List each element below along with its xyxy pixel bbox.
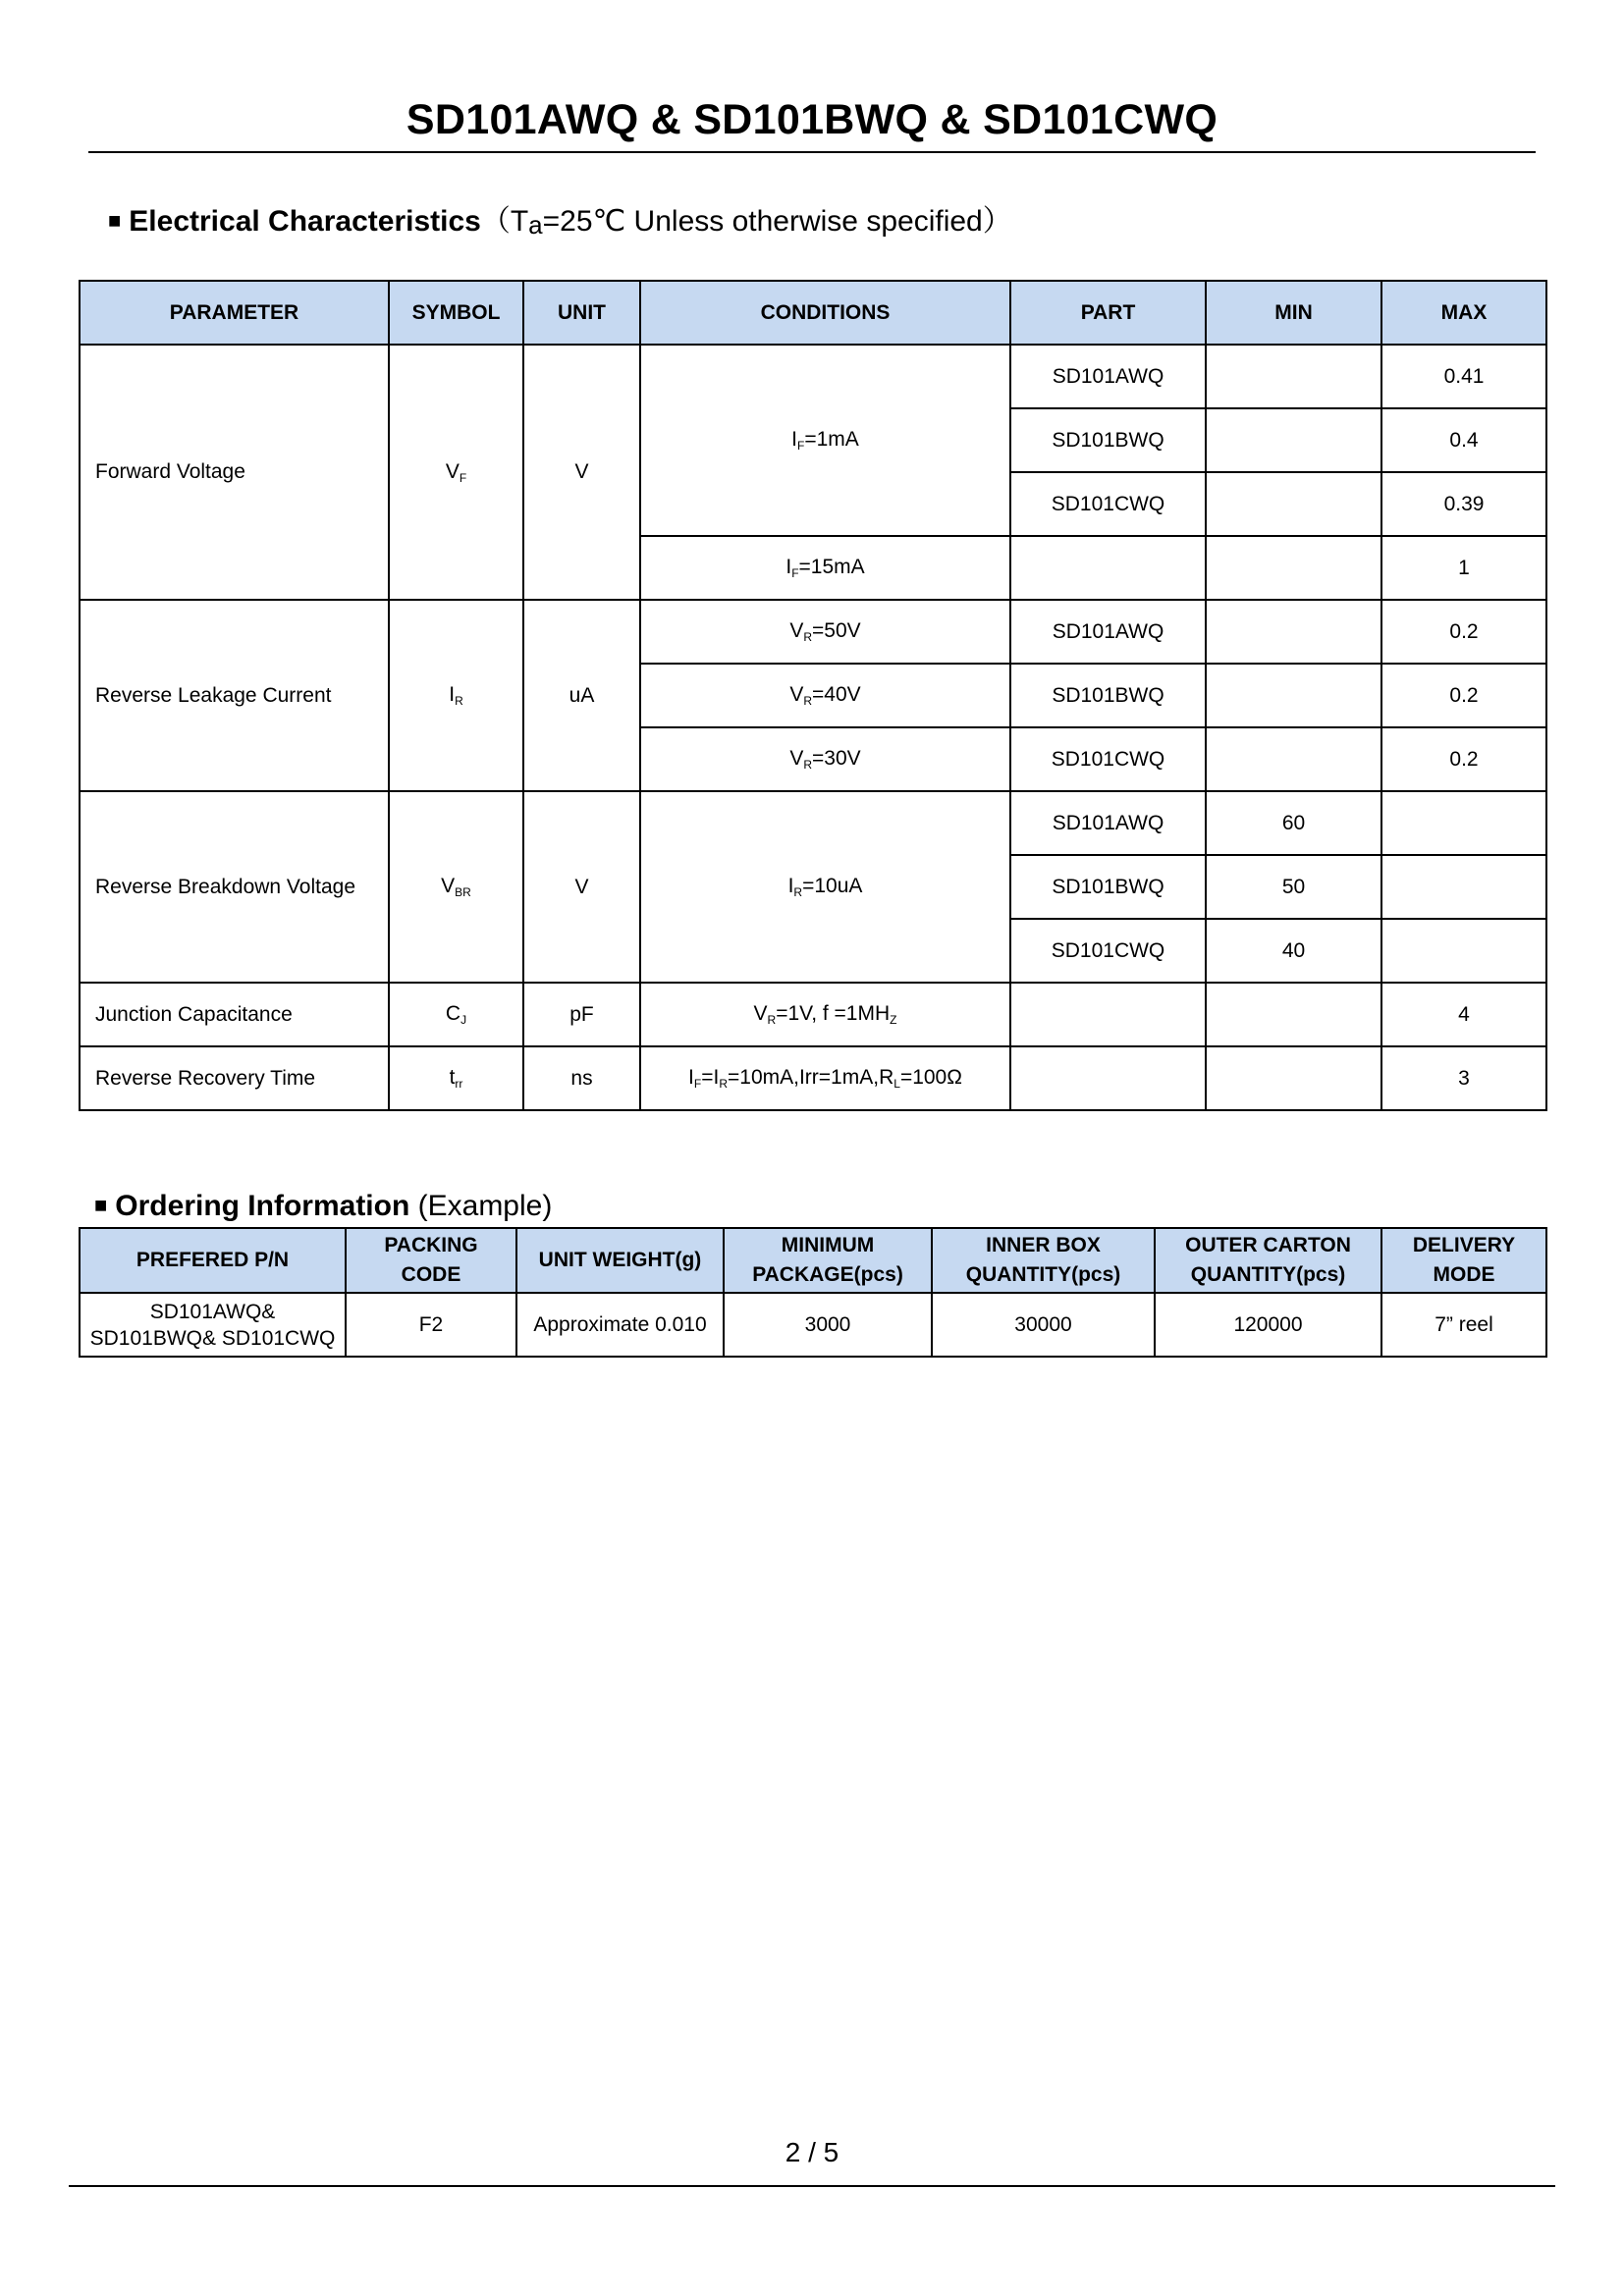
max-cell: 0.39 (1381, 472, 1546, 536)
col-min: MIN (1206, 281, 1381, 345)
max-cell: 0.2 (1381, 664, 1546, 727)
max-cell: 0.2 (1381, 727, 1546, 791)
col-outer-carton-quantity: OUTER CARTON QUANTITY(pcs) (1155, 1228, 1381, 1293)
min-cell (1206, 727, 1381, 791)
part-cell: SD101BWQ (1010, 408, 1206, 472)
title-divider (88, 151, 1536, 153)
square-bullet-icon: ■ (94, 1193, 108, 1217)
col-parameter: PARAMETER (80, 281, 389, 345)
min-cell (1206, 472, 1381, 536)
square-bullet-icon: ■ (108, 208, 122, 233)
max-cell: 0.4 (1381, 408, 1546, 472)
min-cell: 60 (1206, 791, 1381, 855)
min-cell (1206, 1046, 1381, 1110)
document-title: SD101AWQ & SD101BWQ & SD101CWQ (406, 96, 1218, 143)
part-cell: SD101AWQ (1010, 600, 1206, 664)
col-prefered-pn: PREFERED P/N (80, 1228, 346, 1293)
electrical-characteristics-heading (108, 196, 1012, 240)
col-packing-code: PACKING CODE (346, 1228, 516, 1293)
condition-ir-10ua: $I_R=10uA$ (640, 791, 1010, 983)
symbol-vbr: $V_{BR}$ (389, 791, 523, 983)
param-reverse-breakdown-voltage: Reverse Breakdown Voltage (80, 791, 389, 983)
heading-bold: Electrical Characteristics (129, 205, 481, 238)
table-row (80, 1046, 1546, 1110)
max-cell (1381, 791, 1546, 855)
part-cell (1010, 1046, 1206, 1110)
symbol-ir: $I_R$ (389, 600, 523, 791)
min-cell (1206, 983, 1381, 1046)
condition-vr-50v: $V_R=50V$ (640, 600, 1010, 664)
heading-open: （T (480, 205, 529, 238)
table-header-row (80, 281, 1546, 345)
min-cell: 40 (1206, 919, 1381, 983)
unit-ua: uA (523, 600, 640, 791)
min-cell (1206, 600, 1381, 664)
packing-cell: F2 (346, 1293, 516, 1357)
col-minimum-package: MINIMUM PACKAGE(pcs) (724, 1228, 932, 1293)
min-cell (1206, 664, 1381, 727)
condition-recovery: $I_F=I_R=10mA,Irr=1mA,R_L=100\Omega$ (640, 1046, 1010, 1110)
unit-pf: pF (523, 983, 640, 1046)
col-inner-box-quantity: INNER BOX QUANTITY(pcs) (932, 1228, 1155, 1293)
unit-v: V (523, 345, 640, 600)
condition-if-1ma: $I_F=1mA$ (640, 345, 1010, 536)
max-cell: 3 (1381, 1046, 1546, 1110)
table-row (80, 600, 1546, 664)
table-row (80, 1293, 1546, 1357)
heading-sub: a (528, 210, 543, 240)
unit-ns: ns (523, 1046, 640, 1110)
unit-v: V (523, 791, 640, 983)
table-header-row (80, 1228, 1546, 1293)
ordering-information-table (79, 1227, 1547, 1358)
condition-if-15ma: $I_F=15mA$ (640, 536, 1010, 600)
delivery-cell: 7” reel (1381, 1293, 1546, 1357)
part-cell: SD101CWQ (1010, 919, 1206, 983)
max-cell: 1 (1381, 536, 1546, 600)
part-cell: SD101BWQ (1010, 855, 1206, 919)
table-row (80, 791, 1546, 855)
col-part: PART (1010, 281, 1206, 345)
part-cell (1010, 536, 1206, 600)
part-cell: SD101CWQ (1010, 472, 1206, 536)
minpkg-cell: 3000 (724, 1293, 932, 1357)
symbol-trr: $t_{rr}$ (389, 1046, 523, 1110)
min-cell (1206, 408, 1381, 472)
page-number: 2 / 5 (785, 2137, 839, 2167)
part-cell (1010, 983, 1206, 1046)
outer-cell: 120000 (1155, 1293, 1381, 1357)
param-reverse-recovery-time: Reverse Recovery Time (80, 1046, 389, 1110)
max-cell (1381, 919, 1546, 983)
param-forward-voltage: Forward Voltage (80, 345, 389, 600)
min-cell (1206, 536, 1381, 600)
condition-vr-1v: $V_R=1V$, $f =1MH_Z$ (640, 983, 1010, 1046)
col-unit: UNIT (523, 281, 640, 345)
param-junction-capacitance: Junction Capacitance (80, 983, 389, 1046)
condition-vr-40v: $V_R=40V$ (640, 664, 1010, 727)
inner-cell: 30000 (932, 1293, 1155, 1357)
col-max: MAX (1381, 281, 1546, 345)
symbol-vf: $V_F$ (389, 345, 523, 600)
condition-vr-30v: $V_R=30V$ (640, 727, 1010, 791)
ordering-information-heading (94, 1190, 552, 1223)
heading-rest: (Example) (409, 1190, 553, 1222)
part-cell: SD101AWQ (1010, 791, 1206, 855)
heading-bold: Ordering Information (115, 1190, 410, 1222)
param-reverse-leakage-current: Reverse Leakage Current (80, 600, 389, 791)
col-symbol: SYMBOL (389, 281, 523, 345)
col-conditions: CONDITIONS (640, 281, 1010, 345)
max-cell (1381, 855, 1546, 919)
weight-cell: Approximate 0.010 (516, 1293, 724, 1357)
symbol-cj: $C_J$ (389, 983, 523, 1046)
col-delivery-mode: DELIVERY MODE (1381, 1228, 1546, 1293)
electrical-characteristics-table (79, 280, 1547, 1111)
min-cell (1206, 345, 1381, 408)
heading-rest: =25℃ Unless otherwise specified） (542, 205, 1012, 238)
max-cell: 4 (1381, 983, 1546, 1046)
part-cell: SD101AWQ (1010, 345, 1206, 408)
part-cell: SD101CWQ (1010, 727, 1206, 791)
max-cell: 0.41 (1381, 345, 1546, 408)
min-cell: 50 (1206, 855, 1381, 919)
part-cell: SD101BWQ (1010, 664, 1206, 727)
table-row (80, 345, 1546, 408)
pn-cell: SD101AWQ& SD101BWQ& SD101CWQ (80, 1293, 346, 1357)
footer-divider (69, 2185, 1555, 2187)
max-cell: 0.2 (1381, 600, 1546, 664)
table-row (80, 983, 1546, 1046)
col-unit-weight: UNIT WEIGHT(g) (516, 1228, 724, 1293)
